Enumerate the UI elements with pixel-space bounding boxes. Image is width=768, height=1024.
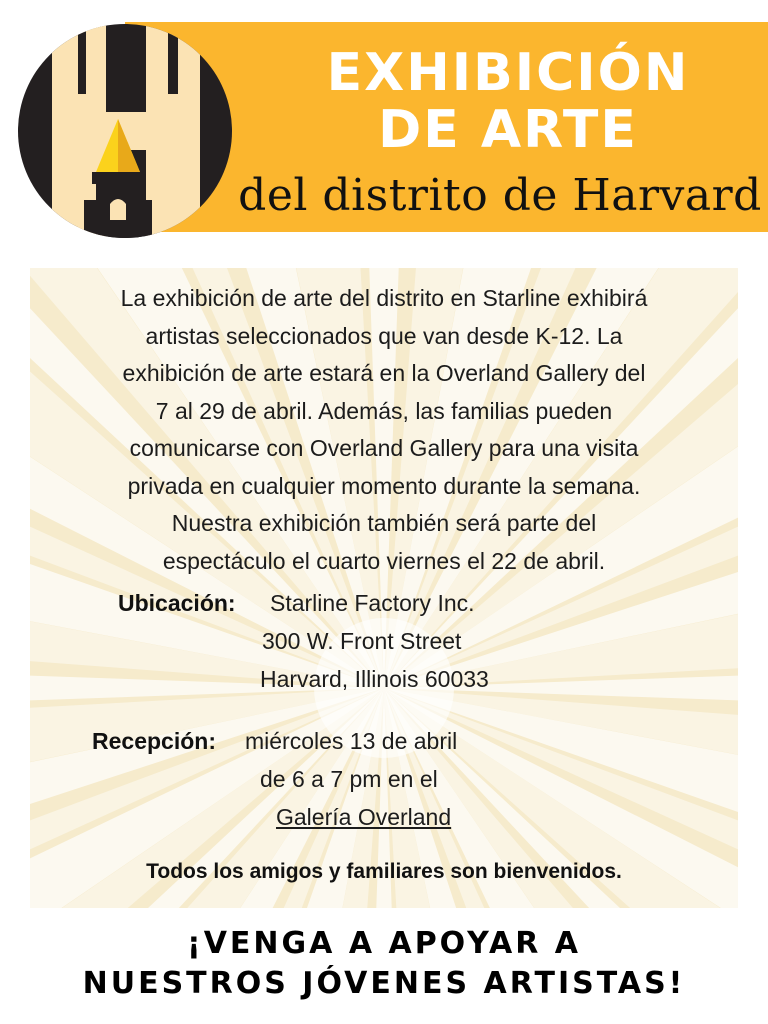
title-line-2: DE ARTE [378, 100, 638, 160]
title-line-1: EXHIBICIÓN [326, 43, 690, 103]
reception-label: Recepción: [92, 728, 216, 754]
location-line-1: Starline Factory Inc. [270, 590, 475, 616]
description-line: comunicarse con Overland Gallery para una visita [129, 435, 639, 461]
description-line: artistas seleccionados que van desde K-12. La [145, 322, 623, 349]
description-line: La exhibición de arte del distrito en Starline exhibirá [120, 285, 648, 311]
harvard-h-logo [18, 24, 232, 238]
cta-line-1: ¡VENGA A APOYAR A [187, 926, 581, 961]
description-line: exhibición de arte estará en la Overland Gallery del [122, 360, 646, 386]
description-line: privada en cualquier momento durante la semana. [127, 472, 641, 499]
reception-line-1: miércoles 13 de abril [245, 728, 458, 754]
description-line: espectáculo el cuarto viernes el 22 de abril. [162, 547, 606, 574]
reception-line-2: de 6 a 7 pm en el [260, 766, 438, 792]
location-line-3: Harvard, Illinois 60033 [260, 666, 489, 692]
subtitle: del distrito de Harvard [238, 170, 762, 221]
location-label: Ubicación: [118, 590, 236, 616]
galeria-overland-link[interactable]: Galería Overland [276, 804, 452, 830]
description-paragraph [40, 280, 728, 580]
description-line: 7 al 29 de abril. Además, las familias pueden [155, 397, 613, 424]
location-line-2: 300 W. Front Street [262, 628, 462, 654]
cta-line-2: NUESTROS JÓVENES ARTISTAS! [82, 966, 686, 1001]
welcome-message: Todos los amigos y familiares son bienvenidos. [146, 860, 622, 883]
description-line: Nuestra exhibición también será parte del [171, 510, 597, 536]
